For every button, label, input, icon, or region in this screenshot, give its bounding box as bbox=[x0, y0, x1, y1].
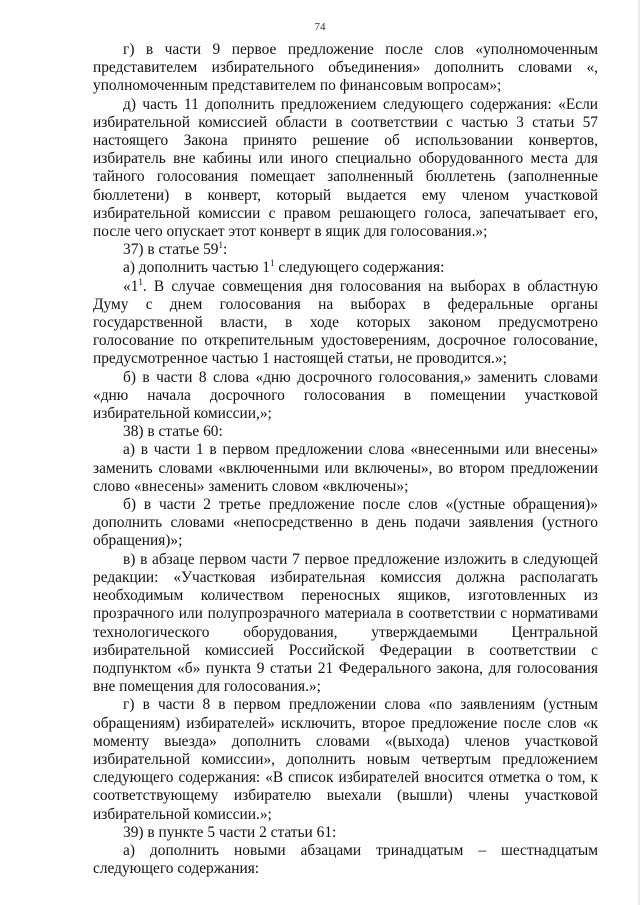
paragraph bbox=[93, 441, 598, 496]
superscript: 1 bbox=[138, 276, 143, 287]
paragraph-text: «1 bbox=[123, 277, 139, 295]
paragraph bbox=[93, 278, 598, 369]
paragraph-text: д) часть 11 дополнить предложением следующего содержания: «Если избирательной комиссией области в соответствии с частью 3 статьи 57 настоящего Закона принято решение об использовании конвертов, избиратель вне кабины или иного специально оборудованного места для тайного голосования помещает заполненный бюллетень (заполненные бюллетени) в конверт, который выдается ему членом участковой избирательной комиссии с правом решающего голоса, запечатывает его, после чего опускает этот конверт в ящик для голосования.»; bbox=[93, 95, 598, 241]
paragraph bbox=[93, 96, 598, 242]
paragraph bbox=[93, 423, 598, 441]
paragraph-text: следующего содержания: bbox=[274, 259, 445, 277]
paragraph-text: а) в части 1 в первом предложении слова «внесенными или внесены» заменить словами «включенными или включены», во втором предложении слово «внесены» заменить словом «включены»; bbox=[93, 441, 598, 495]
paragraph bbox=[93, 241, 598, 259]
paragraph-text: б) в части 2 третье предложение после слов «(устные обращения)» дополнить словами «непосредственно в день подачи заявления (устного обращения)»; bbox=[93, 496, 598, 550]
paragraph-text: 39) в пункте 5 части 2 статьи 61: bbox=[123, 823, 337, 841]
superscript: 1 bbox=[218, 240, 223, 251]
paragraph-text: г) в части 9 первое предложение после слов «уполномоченным представителем избирательного объединения» дополнить словами «, уполномоченным представителем по финансовым вопросам»; bbox=[93, 41, 598, 95]
paragraph-text: а) дополнить частью 1 bbox=[123, 259, 270, 277]
paragraph-text: б) в части 8 слова «дню досрочного голосования,» заменить словами «дню начала досрочного голосования в помещении участковой избирательной комиссии,»; bbox=[93, 368, 598, 423]
paragraph bbox=[93, 696, 598, 823]
paragraph bbox=[93, 496, 598, 551]
paragraph-text: г) в части 8 в первом предложении слова «по заявлениям (устным обращениям) избирателей» исключить, второе предложение после слов «к моменту выезда» дополнить словами «(выхода) членов участковой избирательной комиссии», дополнить новым четвертым предложением следующего содержания: «В список избирателей вносится отметка о том, к соответствующему избирателю выехали (вышли) члены участковой избирательной комиссии.»; bbox=[93, 696, 598, 823]
paragraph bbox=[93, 842, 598, 878]
document-body bbox=[93, 41, 598, 878]
superscript: 1 bbox=[270, 258, 275, 269]
paragraph bbox=[93, 369, 598, 424]
paragraph-text: в) в абзаце первом части 7 первое предложение изложить в следующей редакции: «Участковая избирательная комиссия должна располагать необходимым количеством переносных ящиков, изготовленных из прозрачного или полупрозрачного материала в соответствии с нормативами технологического оборудования, утверждаемыми Центральной избирательной комиссией Российской Федерации в соответствии с подпунктом «б» пункта 9 статьи 21 Федерального закона, для голосования вне помещения для голосования.»; bbox=[93, 550, 598, 696]
paragraph-text: : bbox=[222, 241, 228, 259]
paragraph-text: 37) в статье 59 bbox=[123, 241, 219, 259]
paragraph-text: . В случае совмещения дня голосования на выборах в областную Думу с днем голосования на выборах в федеральные органы государственной власти, в ходе которых законом предусмотрено голосование по открепительным удостоверениям, досрочное голосование, предусмотренное частью 1 настоящей статьи, не проводится.»; bbox=[93, 277, 598, 368]
paragraph-text: 38) в статье 60: bbox=[123, 423, 223, 441]
paragraph-text: а) дополнить новыми абзацами тринадцатым – шестнадцатым следующего содержания: bbox=[93, 841, 598, 878]
page-number: 74 bbox=[314, 21, 326, 33]
paragraph bbox=[93, 551, 598, 697]
paragraph bbox=[93, 259, 598, 277]
paragraph bbox=[93, 41, 598, 96]
paragraph bbox=[93, 824, 598, 842]
